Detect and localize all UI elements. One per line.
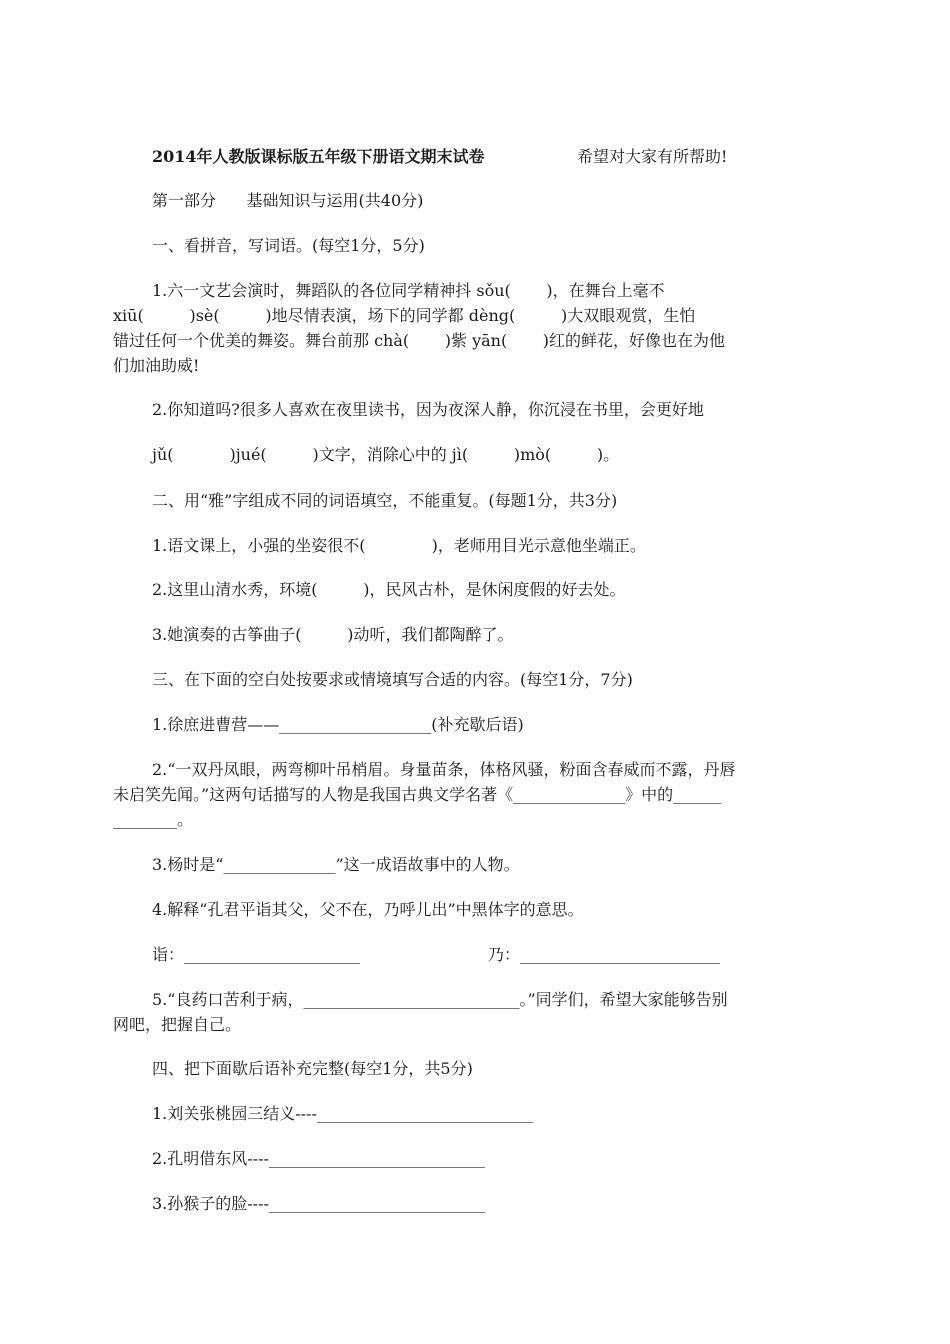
answer-field-right: 乃：_________________________ xyxy=(488,945,721,964)
question-line: 2.这里山清水秀，环境( )，民风古朴，是休闲度假的好去处。 xyxy=(152,580,626,599)
exam-title: 2014年人教版课标版五年级下册语文期末试卷 xyxy=(152,147,485,166)
question-line: 5.“良药口苦利于病，___________________________。”同学们，希望大家能够告别 xyxy=(152,990,728,1009)
question-line: 错过任何一个优美的舞姿。舞台前那 chà( )紫 yān( )红的鲜花，好像也在为他 xyxy=(113,331,726,350)
question-line: 2.你知道吗?很多人喜欢在夜里读书，因为夜深人静，你沉浸在书里，会更好地 xyxy=(152,400,704,419)
question-line: 1.徐庶进曹营——___________________(补充歇后语) xyxy=(152,715,524,734)
question-line: 2.孔明借东风----___________________________ xyxy=(152,1149,485,1168)
question-line: 未启笑先闻。”这两句话描写的人物是我国古典文学名著《______________》中的______ xyxy=(113,785,722,804)
section-heading: 四、把下面歇后语补充完整(每空1分，共5分) xyxy=(152,1059,473,1078)
question-line: 3.杨时是“______________”这一成语故事中的人物。 xyxy=(152,855,520,874)
header-note: 希望对大家有所帮助! xyxy=(577,147,728,166)
question-line: ________。 xyxy=(113,810,194,829)
question-line: 网吧，把握自己。 xyxy=(113,1015,242,1034)
part-heading: 第一部分 基础知识与运用(共40分) xyxy=(152,191,424,210)
section-heading: 二、用“雅”字组成不同的词语填空，不能重复。(每题1分，共3分) xyxy=(152,491,618,510)
question-line: jǔ( )jué( )文字，消除心中的 jì( )mò( )。 xyxy=(152,445,620,464)
section-heading: 一、看拼音，写词语。(每空1分，5分) xyxy=(152,236,425,255)
section-heading: 三、在下面的空白处按要求或情境填写合适的内容。(每空1分，7分) xyxy=(152,670,633,689)
answer-field-left: 诣：______________________ xyxy=(152,945,361,964)
question-line: 1.刘关张桃园三结义----___________________________ xyxy=(152,1104,533,1123)
question-line: 1.语文课上，小强的坐姿很不( )，老师用目光示意他坐端正。 xyxy=(152,536,646,555)
question-line: 3.她演奏的古筝曲子( )动听，我们都陶醉了。 xyxy=(152,625,514,644)
question-line: xiū( )sè( )地尽情表演，场下的同学都 dèng( )大双眼观赏，生怕 xyxy=(113,306,696,325)
question-line: 1.六一文艺会演时，舞蹈队的各位同学精神抖 sǒu( )，在舞台上毫不 xyxy=(152,281,665,300)
question-line: 3.孙猴子的脸----___________________________ xyxy=(152,1194,485,1213)
question-line: 4.解释“孔君平诣其父，父不在，乃呼儿出”中黑体字的意思。 xyxy=(152,900,584,919)
question-line: 们加油助威! xyxy=(113,356,200,375)
question-line: 2.“一双丹凤眼，两弯柳叶吊梢眉。身量苗条，体格风骚，粉面含春威而不露，丹唇 xyxy=(152,760,736,779)
